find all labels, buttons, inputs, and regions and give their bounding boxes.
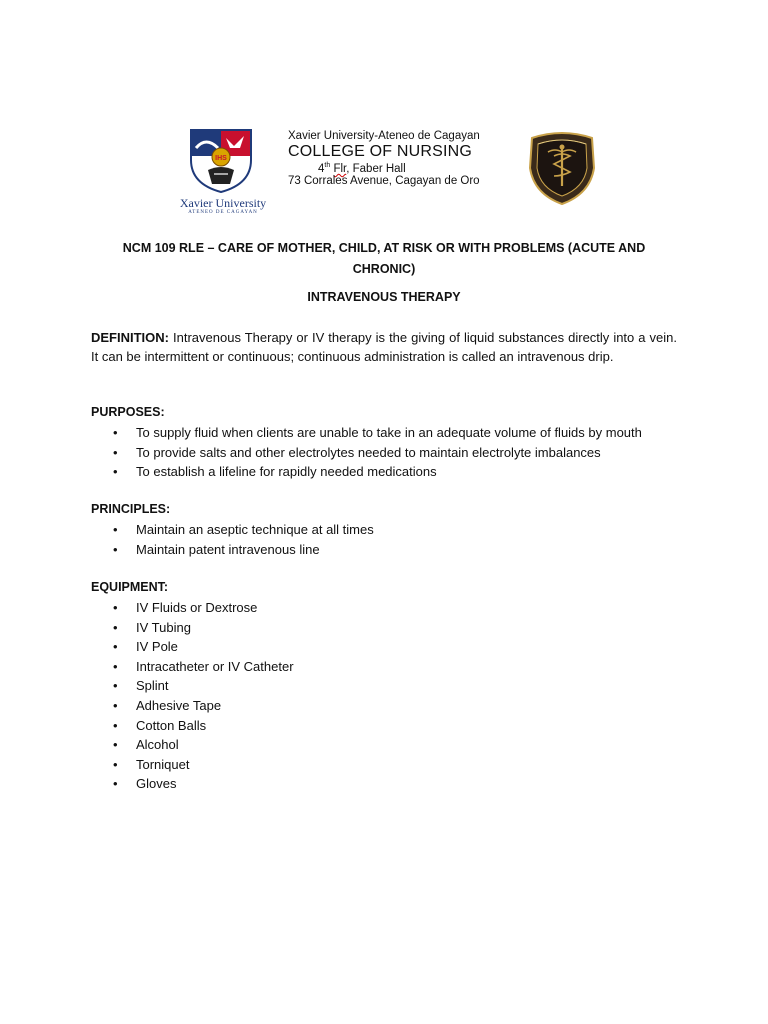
course-title: NCM 109 RLE – CARE OF MOTHER, CHILD, AT RISK OR WITH PROBLEMS (ACUTE AND CHRONIC) — [122, 241, 646, 276]
list-item: • IV Fluids or Dextrose — [91, 598, 691, 618]
letterhead-college: COLLEGE OF NURSING — [288, 143, 473, 160]
university-name: Xavier University — [179, 196, 267, 210]
letterhead-university: Xavier University-Ateneo de Cagayan — [288, 130, 480, 142]
list-item: • Alcohol — [91, 735, 691, 755]
college-of-nursing-seal-icon — [524, 128, 600, 206]
letterhead-address: 73 Corrales Avenue, Cagayan de Oro — [288, 174, 480, 187]
list-item: • IV Pole — [91, 637, 691, 657]
letterhead — [160, 122, 610, 214]
equipment-heading: EQUIPMENT: — [91, 580, 169, 594]
definition-label: DEFINITION: — [91, 330, 169, 345]
list-item: • Maintain an aseptic technique at all times — [91, 520, 691, 540]
principles-heading: PRINCIPLES: — [91, 502, 171, 516]
purposes-heading: PURPOSES: — [91, 405, 165, 419]
principles-list — [91, 520, 691, 559]
floor-abbrev: Flr — [333, 162, 347, 175]
definition-text: Intravenous Therapy or IV therapy is the giving of liquid substances directly into a vein. It can be intermittent or continuous; continuous administration is called an intravenous drip. — [91, 330, 677, 364]
letterhead-building — [318, 162, 518, 175]
list-item: • Splint — [91, 676, 691, 696]
list-item: • Maintain patent intravenous line — [91, 540, 691, 560]
list-item: • Cotton Balls — [91, 716, 691, 736]
list-item: • Intracatheter or IV Catheter — [91, 657, 691, 677]
purposes-list — [91, 423, 691, 482]
letterhead-text — [288, 130, 518, 187]
floor-suffix: th — [324, 162, 331, 169]
list-item: • Gloves — [91, 774, 691, 794]
list-item: • To establish a lifeline for rapidly needed medications — [91, 462, 691, 482]
equipment-list — [91, 598, 691, 794]
svg-text:IHS: IHS — [215, 155, 227, 162]
list-item: • To supply fluid when clients are unable to take in an adequate volume of fluids by mouth — [91, 423, 691, 443]
university-tagline: ATENEO DE CAGAYAN — [188, 210, 258, 215]
list-item: • Torniquet — [91, 755, 691, 775]
list-item: • To provide salts and other electrolytes needed to maintain electrolyte imbalances — [91, 443, 691, 463]
definition-paragraph — [91, 328, 677, 366]
xavier-university-shield-icon — [188, 126, 254, 194]
building-name: , Faber Hall — [346, 162, 406, 175]
list-item: • Adhesive Tape — [91, 696, 691, 716]
university-logo — [164, 126, 276, 214]
list-item: • IV Tubing — [91, 618, 691, 638]
college-seal — [524, 128, 600, 206]
floor-number: 4 — [318, 162, 325, 175]
topic-title: INTRAVENOUS THERAPY — [307, 290, 461, 304]
